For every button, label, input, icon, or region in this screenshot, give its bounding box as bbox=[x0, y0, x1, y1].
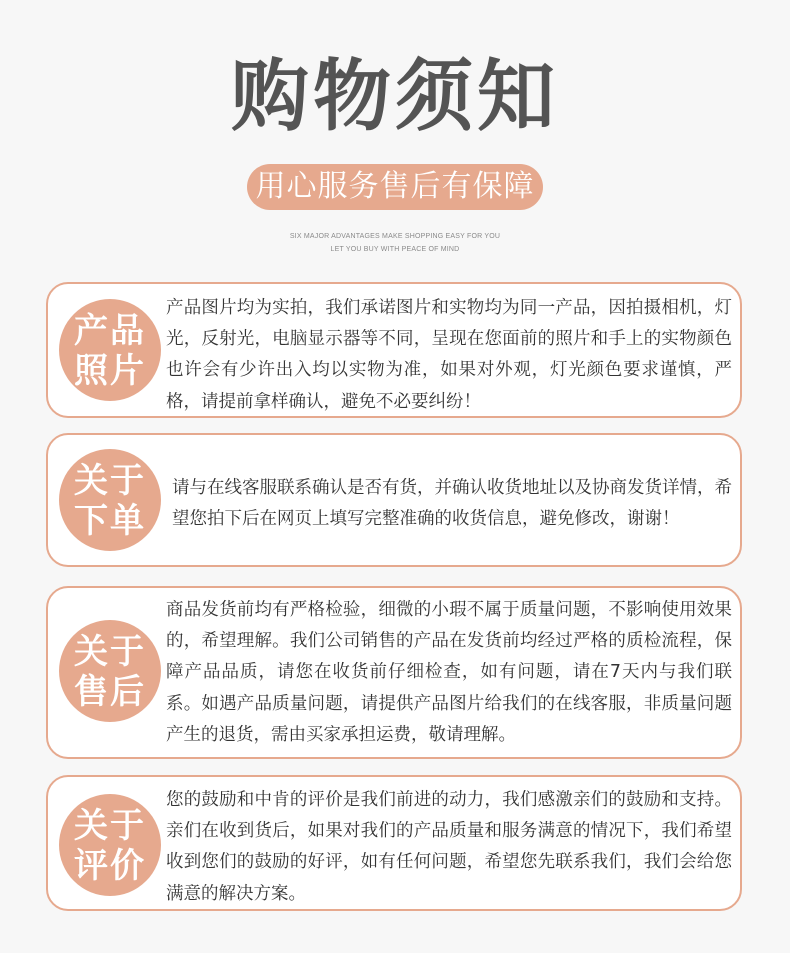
english-tagline-1: SIX MAJOR ADVANTAGES MAKE SHOPPING EASY FOR YOU bbox=[289, 233, 501, 240]
section-text: 商品发货前均有严格检验，细微的小瑕不属于质量问题，不影响使用效果的，希望理解。我们公司销售的产品在发货前均经过严格的质检流程，保障产品品质，请您在收货前仔细检查，如有问题，请在7天内与我们联系。如遇产品质量问题，请提供产品图片给我们的在线客服，非质量问题产生的退货，需由买家承担运费，敬请理解。 bbox=[166, 600, 732, 745]
section-badge-label: 产品照片 bbox=[74, 311, 146, 391]
section-text: 您的鼓励和中肯的评价是我们前进的动力，我们感激亲们的鼓励和支持。亲们在收到货后，如果对我们的产品质量和服务满意的情况下，我们希望收到您们的鼓励的好评，如有任何问题，希望您先联系我们，我们会给您满意的解决方案。 bbox=[166, 790, 732, 904]
section-badge bbox=[59, 449, 161, 551]
section-badge bbox=[59, 794, 161, 896]
section-badge bbox=[59, 620, 161, 722]
english-tagline-2: LET YOU BUY WITH PEACE OF MIND bbox=[330, 246, 460, 253]
section-badge bbox=[59, 299, 161, 401]
notice-card-ordering bbox=[46, 433, 742, 567]
section-badge-label: 关于下单 bbox=[74, 461, 146, 541]
subtitle-badge: 用心服务售后有保障 bbox=[247, 164, 543, 210]
section-text: 产品图片均为实拍，我们承诺图片和实物均为同一产品，因拍摄相机，灯光，反射光，电脑显示器等不同，呈现在您面前的照片和手上的实物颜色也许会有少许出入均以实物为准，如果对外观，灯光颜色要求谨慎，严格，请提前拿样确认，避免不必要纠纷！ bbox=[166, 298, 732, 412]
section-text: 请与在线客服联系确认是否有货，并确认收货地址以及协商发货详情，希望您拍下后在网页上填写完整准确的收货信息，避免修改，谢谢！ bbox=[172, 478, 732, 530]
notice-card-product-photos bbox=[46, 282, 742, 418]
notice-card-after-sales bbox=[46, 586, 742, 759]
notice-card-reviews bbox=[46, 775, 742, 911]
section-badge-label: 关于评价 bbox=[74, 806, 146, 886]
page-title: 购物须知 bbox=[230, 52, 559, 142]
section-badge-label: 关于售后 bbox=[74, 632, 146, 712]
